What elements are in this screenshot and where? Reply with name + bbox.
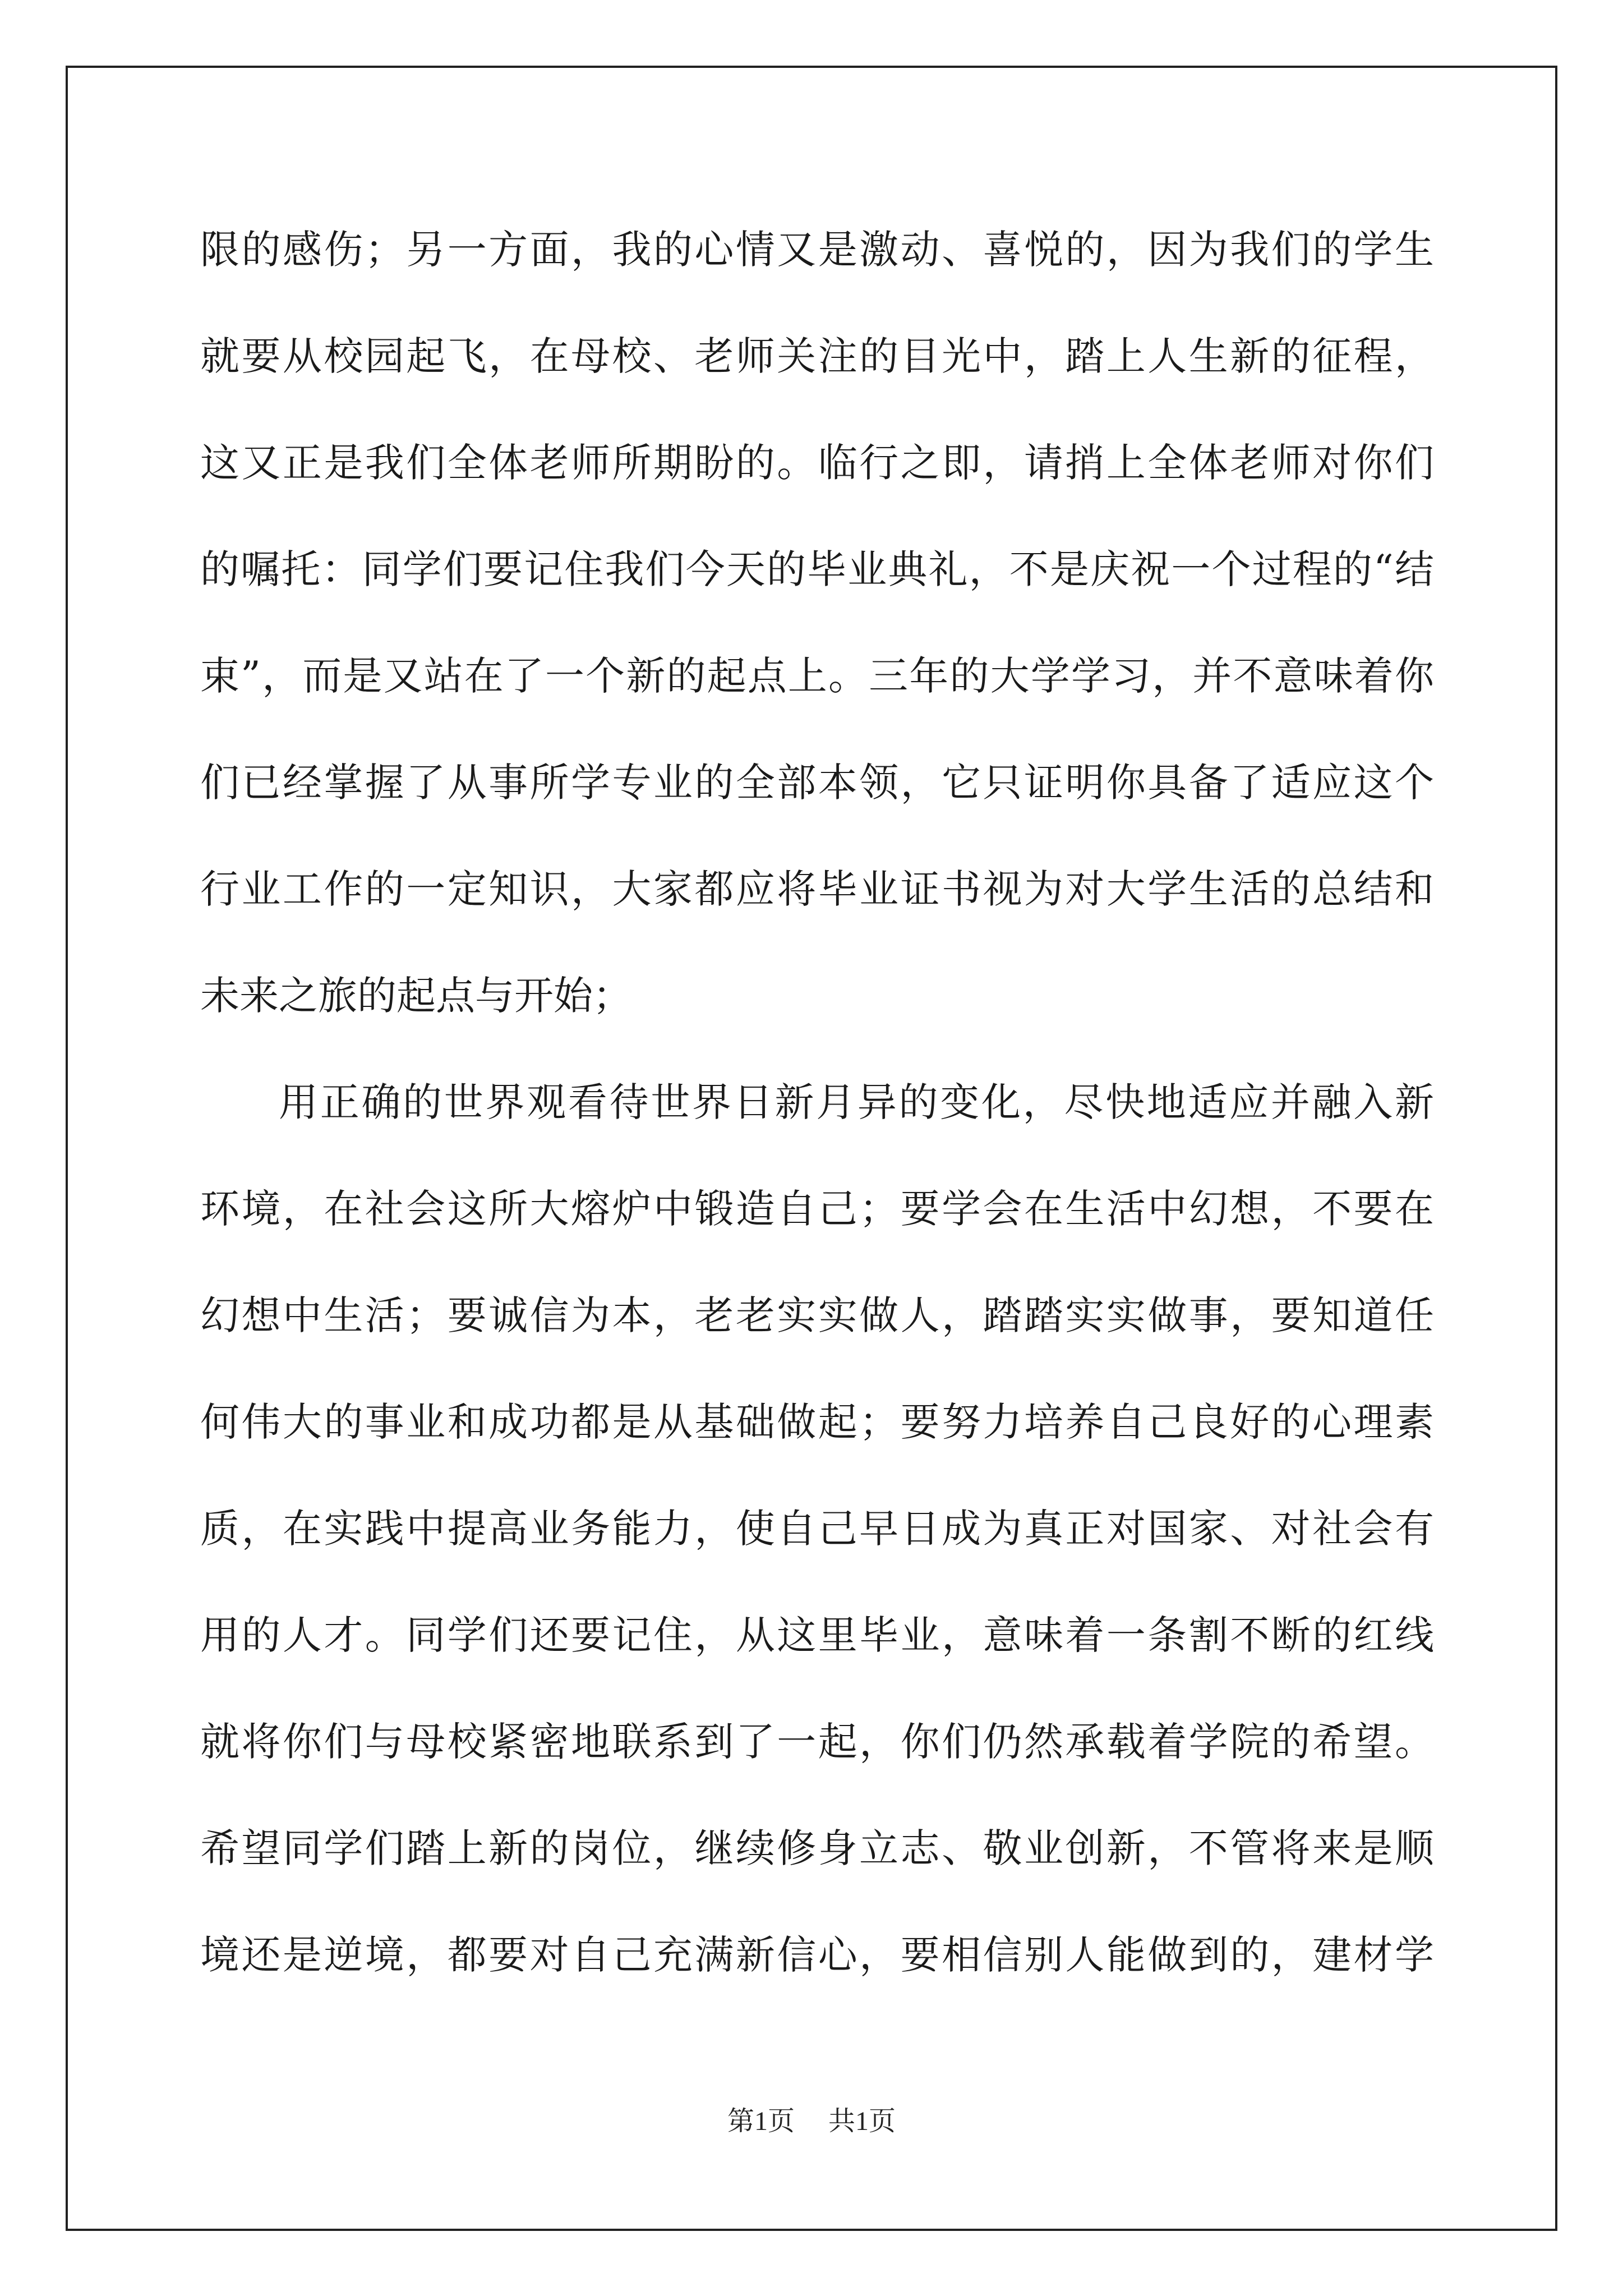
text-line: 未来之旅的起点与开始； (200, 973, 632, 1019)
text-line: 境还是逆境，都要对自己充满新信心，要相信别人能做到的，建材学 (200, 1932, 1434, 1978)
text-line: 就要从校园起飞，在母校、老师关注的目光中，踏上人生新的征程， (200, 333, 1434, 379)
document-body (200, 208, 1434, 2019)
text-line: 就将你们与母校紧密地联系到了一起，你们仍然承载着学院的希望。 (200, 1719, 1434, 1765)
text-line: 何伟大的事业和成功都是从基础做起；要努力培养自己良好的心理素 (200, 1399, 1434, 1445)
text-line: 质，在实践中提高业务能力，使自己早日成为真正对国家、对社会有 (200, 1506, 1434, 1552)
page-number-total: 共1页 (828, 2106, 896, 2136)
paragraph-first-line: 用正确的世界观看待世界日新月异的变化，尽快地适应并融入新 (279, 1079, 1434, 1125)
page-number-current: 第1页 (727, 2106, 795, 2136)
page-footer (0, 2105, 1623, 2138)
text-line: 希望同学们踏上新的岗位，继续修身立志、敬业创新，不管将来是顺 (200, 1825, 1434, 1871)
text-line: 行业工作的一定知识，大家都应将毕业证书视为对大学生活的总结和 (200, 866, 1434, 912)
text-line: 限的感伤；另一方面，我的心情又是激动、喜悦的，因为我们的学生 (200, 227, 1434, 273)
text-line: 用的人才。同学们还要记住，从这里毕业，意味着一条割不断的红线 (200, 1612, 1434, 1658)
text-line: 幻想中生活；要诚信为本，老老实实做人，踏踏实实做事，要知道任 (200, 1292, 1434, 1338)
text-line: 这又正是我们全体老师所期盼的。临行之即，请捎上全体老师对你们 (200, 440, 1434, 486)
text-line: 环境，在社会这所大熔炉中锻造自己；要学会在生活中幻想，不要在 (200, 1186, 1434, 1232)
text-line: 束”，而是又站在了一个新的起点上。三年的大学学习，并不意味着你 (200, 653, 1434, 699)
text-line: 的嘱托：同学们要记住我们今天的毕业典礼，不是庆祝一个过程的“结 (200, 546, 1434, 592)
text-line: 们已经掌握了从事所学专业的全部本领，它只证明你具备了适应这个 (200, 760, 1434, 806)
